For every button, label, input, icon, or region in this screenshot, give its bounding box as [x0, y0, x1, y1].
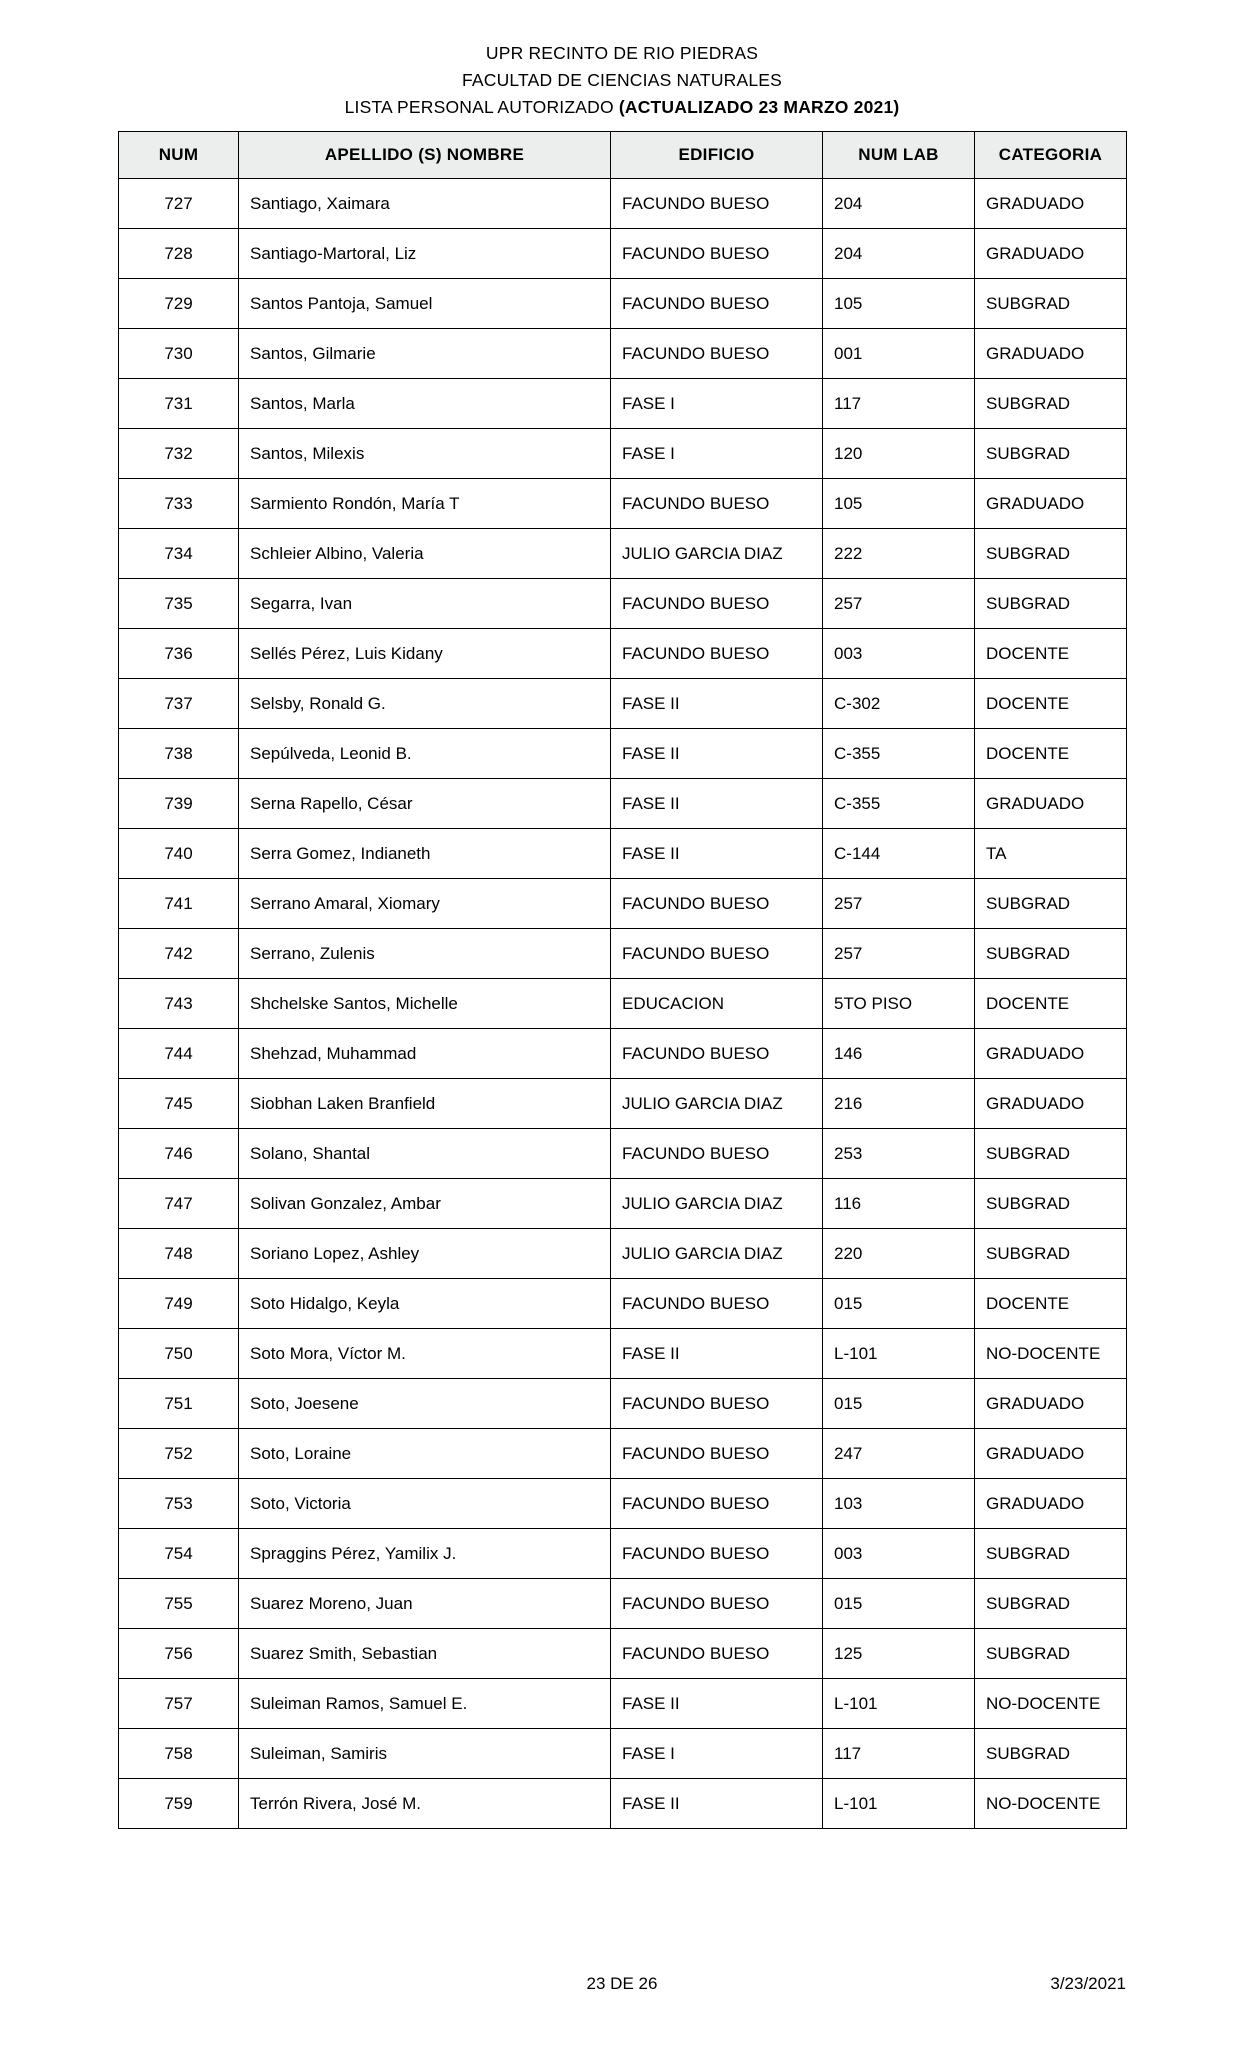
cell-building: FASE II [611, 1679, 823, 1729]
cell-lab: 216 [823, 1079, 975, 1129]
cell-lab: L-101 [823, 1679, 975, 1729]
table-row [119, 1779, 1127, 1829]
authorized-personnel-table [118, 131, 1127, 1829]
cell-building: FACUNDO BUESO [611, 1279, 823, 1329]
cell-name: Segarra, Ivan [239, 579, 611, 629]
cell-num: 750 [119, 1329, 239, 1379]
cell-num: 727 [119, 179, 239, 229]
table-row [119, 1479, 1127, 1529]
cell-building: FASE II [611, 729, 823, 779]
cell-category: GRADUADO [975, 479, 1127, 529]
cell-num: 752 [119, 1429, 239, 1479]
table-row [119, 429, 1127, 479]
table-row [119, 779, 1127, 829]
cell-building: FACUNDO BUESO [611, 629, 823, 679]
cell-num: 746 [119, 1129, 239, 1179]
cell-building: FACUNDO BUESO [611, 229, 823, 279]
cell-lab: C-355 [823, 779, 975, 829]
cell-num: 735 [119, 579, 239, 629]
cell-name: Suleiman Ramos, Samuel E. [239, 1679, 611, 1729]
cell-num: 756 [119, 1629, 239, 1679]
table-row [119, 1579, 1127, 1629]
cell-lab: 105 [823, 479, 975, 529]
cell-building: FASE II [611, 779, 823, 829]
cell-num: 747 [119, 1179, 239, 1229]
cell-name: Sepúlveda, Leonid B. [239, 729, 611, 779]
cell-building: FASE II [611, 1779, 823, 1829]
cell-category: GRADUADO [975, 1029, 1127, 1079]
cell-name: Soto, Victoria [239, 1479, 611, 1529]
cell-lab: 003 [823, 629, 975, 679]
cell-building: FASE I [611, 379, 823, 429]
cell-num: 758 [119, 1729, 239, 1779]
table-row [119, 379, 1127, 429]
table-row [119, 729, 1127, 779]
cell-name: Serna Rapello, César [239, 779, 611, 829]
cell-name: Serrano, Zulenis [239, 929, 611, 979]
cell-num: 749 [119, 1279, 239, 1329]
cell-category: SUBGRAD [975, 1729, 1127, 1779]
cell-num: 729 [119, 279, 239, 329]
cell-name: Santiago, Xaimara [239, 179, 611, 229]
document-header [118, 40, 1126, 121]
cell-building: FASE I [611, 429, 823, 479]
cell-name: Sellés Pérez, Luis Kidany [239, 629, 611, 679]
cell-num: 738 [119, 729, 239, 779]
cell-name: Santos, Gilmarie [239, 329, 611, 379]
cell-category: GRADUADO [975, 1479, 1127, 1529]
table-row [119, 629, 1127, 679]
cell-category: NO-DOCENTE [975, 1679, 1127, 1729]
table-row [119, 1379, 1127, 1429]
cell-num: 753 [119, 1479, 239, 1529]
cell-num: 732 [119, 429, 239, 479]
cell-building: FACUNDO BUESO [611, 1129, 823, 1179]
cell-num: 737 [119, 679, 239, 729]
cell-name: Soto, Loraine [239, 1429, 611, 1479]
table-row [119, 829, 1127, 879]
cell-lab: 001 [823, 329, 975, 379]
table-row [119, 229, 1127, 279]
cell-num: 734 [119, 529, 239, 579]
cell-name: Shchelske Santos, Michelle [239, 979, 611, 1029]
table-row [119, 1229, 1127, 1279]
cell-num: 730 [119, 329, 239, 379]
cell-category: SUBGRAD [975, 1579, 1127, 1629]
cell-lab: 257 [823, 579, 975, 629]
cell-building: FACUNDO BUESO [611, 179, 823, 229]
cell-category: NO-DOCENTE [975, 1779, 1127, 1829]
cell-name: Suarez Moreno, Juan [239, 1579, 611, 1629]
cell-building: FACUNDO BUESO [611, 479, 823, 529]
cell-building: FACUNDO BUESO [611, 579, 823, 629]
cell-name: Santos, Milexis [239, 429, 611, 479]
cell-lab: 222 [823, 529, 975, 579]
cell-num: 748 [119, 1229, 239, 1279]
cell-lab: 003 [823, 1529, 975, 1579]
cell-num: 751 [119, 1379, 239, 1429]
cell-name: Santos Pantoja, Samuel [239, 279, 611, 329]
cell-name: Solivan Gonzalez, Ambar [239, 1179, 611, 1229]
cell-name: Santos, Marla [239, 379, 611, 429]
cell-building: FASE II [611, 829, 823, 879]
cell-lab: 015 [823, 1279, 975, 1329]
cell-num: 755 [119, 1579, 239, 1629]
cell-name: Schleier Albino, Valeria [239, 529, 611, 579]
cell-category: DOCENTE [975, 1279, 1127, 1329]
table-row [119, 1179, 1127, 1229]
table-row [119, 279, 1127, 329]
cell-building: JULIO GARCIA DIAZ [611, 1179, 823, 1229]
cell-category: SUBGRAD [975, 1129, 1127, 1179]
cell-num: 742 [119, 929, 239, 979]
cell-building: FACUNDO BUESO [611, 929, 823, 979]
cell-category: SUBGRAD [975, 529, 1127, 579]
cell-num: 743 [119, 979, 239, 1029]
table-row [119, 479, 1127, 529]
column-header-num: NUM [119, 132, 239, 179]
table-row [119, 179, 1127, 229]
cell-category: SUBGRAD [975, 879, 1127, 929]
table-row [119, 879, 1127, 929]
cell-building: FACUNDO BUESO [611, 1479, 823, 1529]
cell-building: JULIO GARCIA DIAZ [611, 1229, 823, 1279]
header-line-faculty: FACULTAD DE CIENCIAS NATURALES [461, 70, 783, 91]
cell-category: GRADUADO [975, 229, 1127, 279]
cell-name: Soto Mora, Víctor M. [239, 1329, 611, 1379]
cell-building: FASE I [611, 1729, 823, 1779]
table-row [119, 1529, 1127, 1579]
cell-lab: 204 [823, 179, 975, 229]
footer-date: 3/23/2021 [1050, 1974, 1126, 1993]
cell-num: 744 [119, 1029, 239, 1079]
cell-lab: 015 [823, 1379, 975, 1429]
cell-category: SUBGRAD [975, 379, 1127, 429]
cell-category: SUBGRAD [975, 579, 1127, 629]
cell-num: 741 [119, 879, 239, 929]
table-row [119, 1429, 1127, 1479]
cell-building: EDUCACION [611, 979, 823, 1029]
cell-category: DOCENTE [975, 729, 1127, 779]
cell-lab: 220 [823, 1229, 975, 1279]
cell-category: GRADUADO [975, 179, 1127, 229]
cell-lab: 257 [823, 879, 975, 929]
cell-name: Soriano Lopez, Ashley [239, 1229, 611, 1279]
table-row [119, 529, 1127, 579]
header-list-prefix: LISTA PERSONAL AUTORIZADO [344, 97, 619, 118]
table-row [119, 679, 1127, 729]
cell-num: 754 [119, 1529, 239, 1579]
cell-num: 745 [119, 1079, 239, 1129]
table-row [119, 979, 1127, 1029]
cell-category: GRADUADO [975, 1079, 1127, 1129]
cell-name: Serra Gomez, Indianeth [239, 829, 611, 879]
cell-category: SUBGRAD [975, 429, 1127, 479]
cell-lab: C-302 [823, 679, 975, 729]
document-footer [118, 1974, 1126, 1996]
cell-building: FASE II [611, 1329, 823, 1379]
cell-name: Solano, Shantal [239, 1129, 611, 1179]
cell-num: 728 [119, 229, 239, 279]
table-header-row [119, 132, 1127, 179]
cell-building: FACUNDO BUESO [611, 329, 823, 379]
cell-category: SUBGRAD [975, 1529, 1127, 1579]
cell-num: 733 [119, 479, 239, 529]
column-header-lab: NUM LAB [823, 132, 975, 179]
cell-lab: C-355 [823, 729, 975, 779]
table-row [119, 579, 1127, 629]
cell-lab: 103 [823, 1479, 975, 1529]
cell-num: 731 [119, 379, 239, 429]
cell-category: GRADUADO [975, 1429, 1127, 1479]
cell-category: SUBGRAD [975, 1179, 1127, 1229]
table-row [119, 329, 1127, 379]
cell-name: Santiago-Martoral, Liz [239, 229, 611, 279]
cell-building: FASE II [611, 679, 823, 729]
cell-category: TA [975, 829, 1127, 879]
cell-name: Spraggins Pérez, Yamilix J. [239, 1529, 611, 1579]
column-header-name: APELLIDO (S) NOMBRE [239, 132, 611, 179]
cell-lab: 247 [823, 1429, 975, 1479]
cell-name: Soto Hidalgo, Keyla [239, 1279, 611, 1329]
cell-category: NO-DOCENTE [975, 1329, 1127, 1379]
cell-name: Suarez Smith, Sebastian [239, 1629, 611, 1679]
cell-name: Siobhan Laken Branfield [239, 1079, 611, 1129]
table-row [119, 929, 1127, 979]
cell-lab: L-101 [823, 1329, 975, 1379]
cell-category: GRADUADO [975, 1379, 1127, 1429]
cell-category: DOCENTE [975, 979, 1127, 1029]
cell-num: 757 [119, 1679, 239, 1729]
cell-lab: 146 [823, 1029, 975, 1079]
cell-category: GRADUADO [975, 779, 1127, 829]
cell-name: Suleiman, Samiris [239, 1729, 611, 1779]
cell-building: FACUNDO BUESO [611, 879, 823, 929]
cell-name: Serrano Amaral, Xiomary [239, 879, 611, 929]
table-row [119, 1079, 1127, 1129]
cell-building: FACUNDO BUESO [611, 1579, 823, 1629]
cell-category: DOCENTE [975, 679, 1127, 729]
cell-num: 740 [119, 829, 239, 879]
cell-num: 736 [119, 629, 239, 679]
cell-category: SUBGRAD [975, 1629, 1127, 1679]
table-row [119, 1729, 1127, 1779]
cell-name: Selsby, Ronald G. [239, 679, 611, 729]
cell-num: 739 [119, 779, 239, 829]
column-header-category: CATEGORIA [975, 132, 1127, 179]
cell-lab: 5TO PISO [823, 979, 975, 1029]
cell-name: Sarmiento Rondón, María T [239, 479, 611, 529]
cell-name: Shehzad, Muhammad [239, 1029, 611, 1079]
column-header-building: EDIFICIO [611, 132, 823, 179]
cell-name: Soto, Joesene [239, 1379, 611, 1429]
page-number: 23 DE 26 [586, 1974, 658, 1993]
cell-lab: 125 [823, 1629, 975, 1679]
table-row [119, 1279, 1127, 1329]
table-row [119, 1329, 1127, 1379]
cell-lab: 120 [823, 429, 975, 479]
cell-building: JULIO GARCIA DIAZ [611, 529, 823, 579]
table-row [119, 1679, 1127, 1729]
header-list-update: (ACTUALIZADO 23 MARZO 2021) [618, 97, 900, 118]
cell-building: FACUNDO BUESO [611, 1629, 823, 1679]
cell-num: 759 [119, 1779, 239, 1829]
cell-category: SUBGRAD [975, 1229, 1127, 1279]
cell-building: JULIO GARCIA DIAZ [611, 1079, 823, 1129]
cell-category: GRADUADO [975, 329, 1127, 379]
cell-lab: 117 [823, 1729, 975, 1779]
cell-building: FACUNDO BUESO [611, 279, 823, 329]
cell-category: SUBGRAD [975, 929, 1127, 979]
cell-lab: 253 [823, 1129, 975, 1179]
cell-building: FACUNDO BUESO [611, 1379, 823, 1429]
cell-building: FACUNDO BUESO [611, 1029, 823, 1079]
cell-lab: C-144 [823, 829, 975, 879]
table-row [119, 1029, 1127, 1079]
cell-building: FACUNDO BUESO [611, 1529, 823, 1579]
cell-lab: 116 [823, 1179, 975, 1229]
header-line-institution: UPR RECINTO DE RIO PIEDRAS [485, 43, 759, 63]
table-row [119, 1129, 1127, 1179]
cell-lab: 257 [823, 929, 975, 979]
cell-building: FACUNDO BUESO [611, 1429, 823, 1479]
cell-name: Terrón Rivera, José M. [239, 1779, 611, 1829]
cell-lab: 117 [823, 379, 975, 429]
cell-lab: L-101 [823, 1779, 975, 1829]
cell-lab: 015 [823, 1579, 975, 1629]
header-line-list-title [118, 94, 1126, 121]
cell-category: SUBGRAD [975, 279, 1127, 329]
cell-category: DOCENTE [975, 629, 1127, 679]
cell-lab: 204 [823, 229, 975, 279]
table-row [119, 1629, 1127, 1679]
cell-lab: 105 [823, 279, 975, 329]
